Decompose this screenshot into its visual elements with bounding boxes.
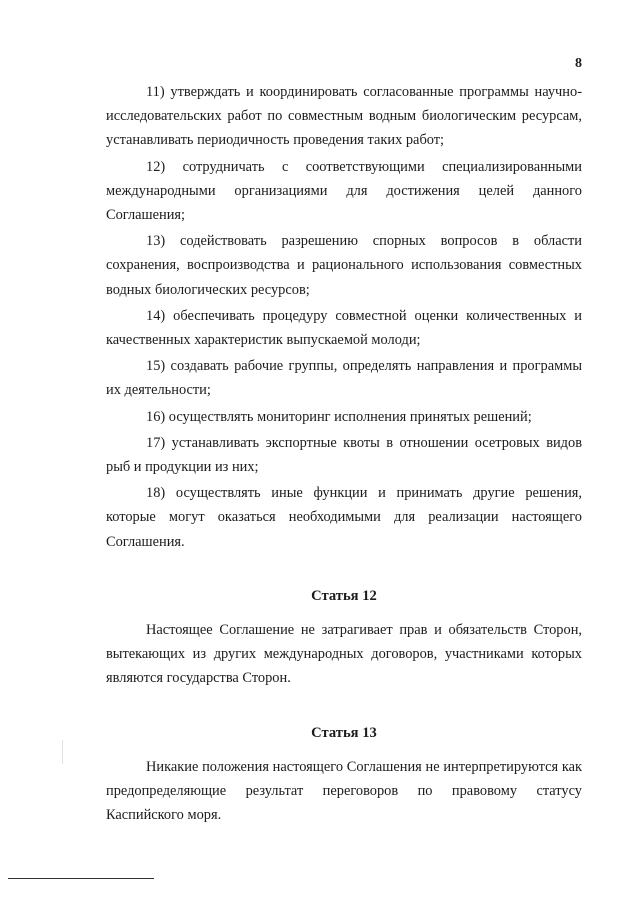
list-item-12: 12) сотрудничать с соответствующими специализированными международными организациями для достижения целей данного Соглашения; [106,158,582,224]
list-item-16: 16) осуществлять мониторинг исполнения принятых решений; [146,408,532,425]
page-number: 8 [575,56,582,71]
list-item-11: 11) утверждать и координировать согласованные программы научно-исследовательских работ по совместным водным биологическим ресурсам, устанавливать периодичность проведения таких работ; [106,84,582,149]
document-body [106,80,582,829]
article-12-heading: Статья 12 [311,587,377,604]
list-item-13: 13) содействовать разрешению спорных вопросов в области сохранения, воспроизводства и рационального использования совместных водных биологических ресурсов; [106,233,582,298]
list-item-18: 18) осуществлять иные функции и принимать другие решения, которые могут оказаться необходимыми для реализации настоящего Соглашения. [106,485,582,550]
article-13-text: Никакие положения настоящего Соглашения не интерпретируются как предопределяющие результат переговоров по правовому статусу Каспийского моря. [106,758,582,824]
list-item-17: 17) устанавливать экспортные квоты в отношении осетровых видов рыб и продукции из них; [106,434,582,476]
article-12-text: Настоящее Соглашение не затрагивает прав и обязательств Сторон, вытекающих из других международных договоров, участниками которых являются государства Сторон. [106,622,582,687]
scan-mark [62,740,63,764]
footnote-separator [8,878,154,879]
article-13-heading: Статья 13 [311,724,377,741]
list-item-14: 14) обеспечивать процедуру совместной оценки количественных и качественных характеристик выпускаемой молоди; [106,307,582,349]
list-item-15: 15) создавать рабочие группы, определять направления и программы их деятельности; [106,358,582,399]
